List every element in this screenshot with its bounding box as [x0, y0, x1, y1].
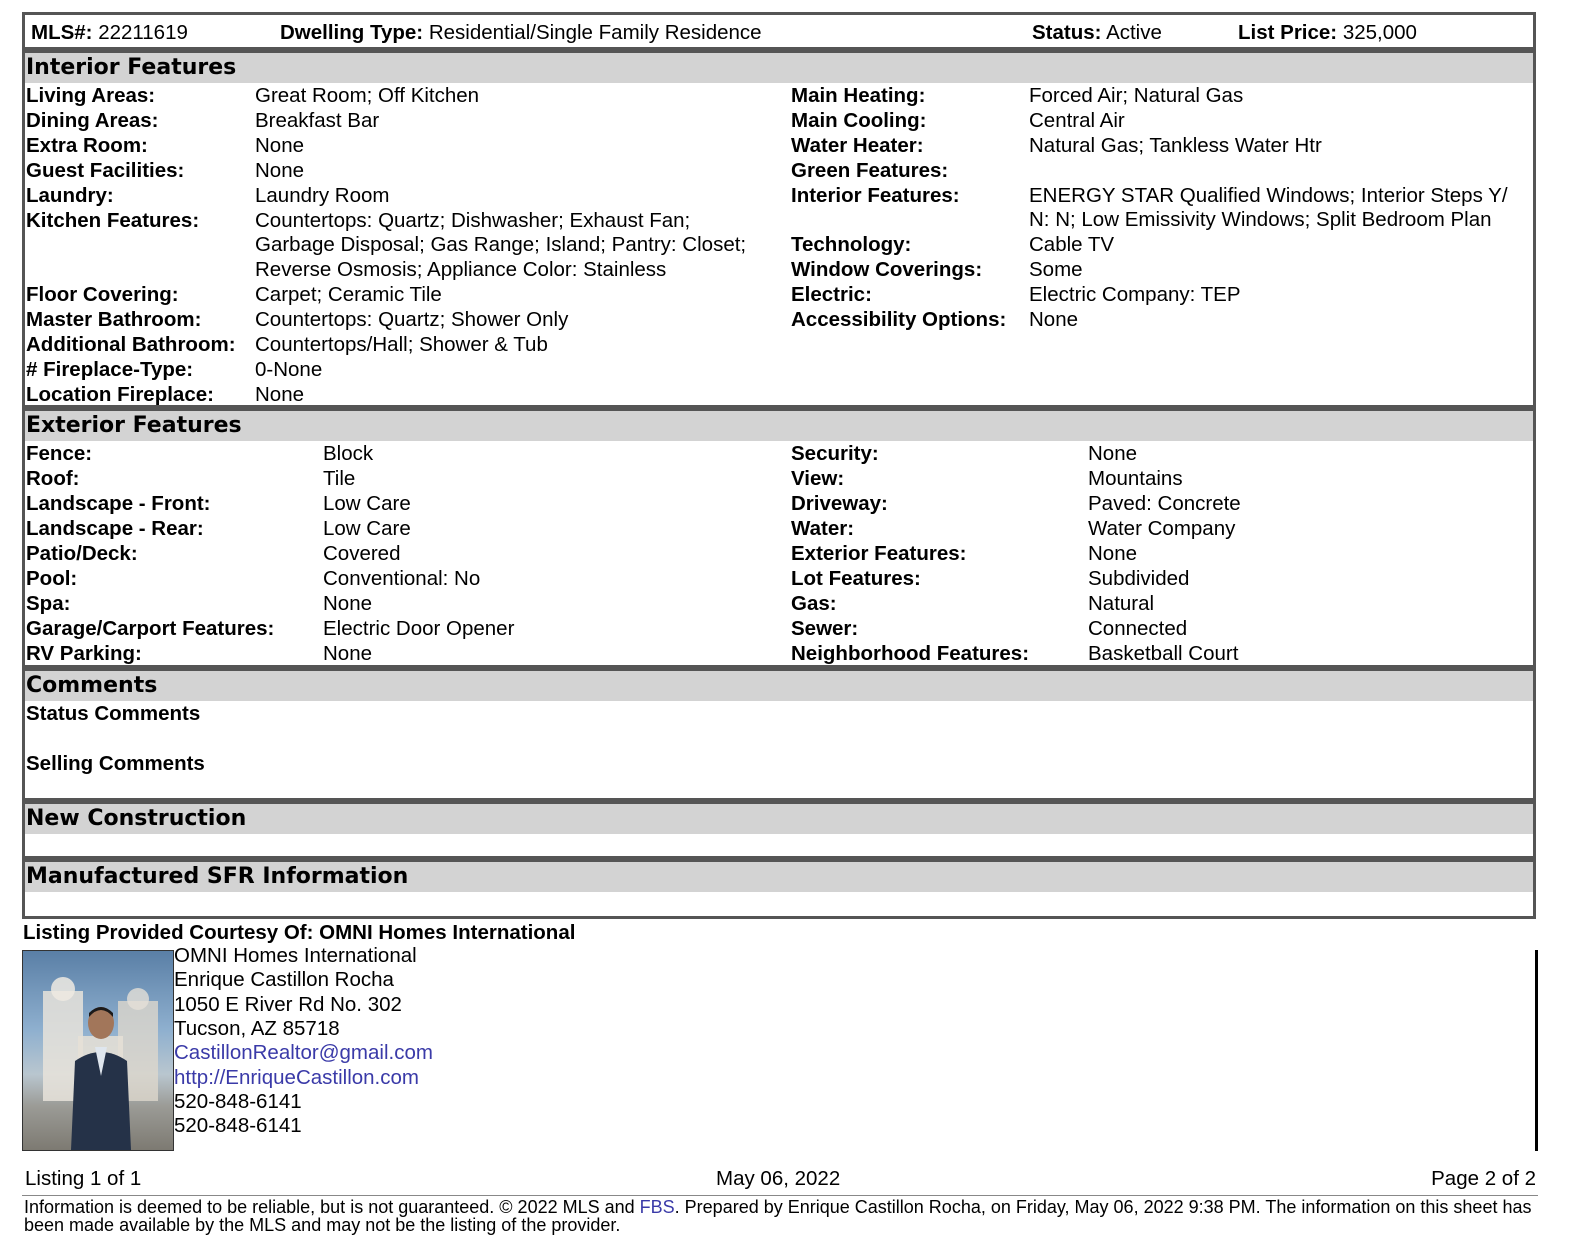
field-value-location-fireplace: None [255, 382, 305, 406]
field-value-guest-facilities: None [255, 158, 305, 182]
new-construction-section [22, 801, 1536, 859]
interior-features-section [22, 50, 1536, 408]
exterior-features-section [22, 408, 1536, 668]
field-label-water: Water: [791, 517, 855, 540]
field-value-master-bathroom: Countertops: Quartz; Shower Only [255, 308, 569, 332]
field-label-lot-features: Lot Features: [791, 567, 921, 590]
section-title: Interior Features [25, 53, 1533, 83]
field-label-laundry: Laundry: [26, 183, 114, 207]
agent-phone: 520-848-6141 [174, 1114, 302, 1138]
field-label-gas: Gas: [791, 592, 837, 615]
field-value-extra-room: None [255, 133, 305, 157]
field-value-interior-features: ENERGY STAR Qualified Windows; Interior Steps Y/ [1029, 183, 1508, 207]
field-label-pool: Pool: [26, 567, 78, 590]
field-label-exterior-features: Exterior Features: [791, 542, 967, 565]
field-label-rv-parking: RV Parking: [26, 642, 142, 665]
field-label-living-areas: Living Areas: [26, 84, 156, 107]
field-value-interior-features: N: N; Low Emissivity Windows; Split Bedroom Plan [1029, 208, 1492, 232]
field-label-floor-covering: Floor Covering: [26, 283, 179, 307]
agent-photo-icon [23, 951, 173, 1150]
fbs-link[interactable]: FBS [639, 1197, 675, 1217]
listing-header [22, 12, 1536, 50]
field-value-pool: Conventional: No [323, 567, 481, 590]
footer-divider [22, 1195, 1538, 1196]
field-value-view: Mountains [1088, 467, 1183, 490]
footer-date: May 06, 2022 [716, 1167, 841, 1190]
field-value-kitchen-features: Garbage Disposal; Gas Range; Island; Pantry: Closet; [255, 233, 747, 256]
field-label-master-bathroom: Master Bathroom: [26, 308, 202, 332]
field-label-driveway: Driveway: [791, 492, 888, 515]
field-label-window-coverings: Window Coverings: [791, 258, 983, 282]
right-edge-bar [1535, 950, 1538, 1151]
field-value-landscape-front: Low Care [323, 492, 411, 515]
field-label-garage-carport-features: Garage/Carport Features: [26, 617, 275, 640]
field-label-spa: Spa: [26, 592, 71, 615]
page-number: Page 2 of 2 [1431, 1167, 1536, 1190]
field-label-electric: Electric: [791, 283, 872, 307]
section-title: Comments [25, 671, 1533, 701]
field-label-patio-deck: Patio/Deck: [26, 542, 138, 565]
field-value-window-coverings: Some [1029, 258, 1083, 282]
field-value-garage-carport-features: Electric Door Opener [323, 617, 515, 640]
agent-info-line: 1050 E River Rd No. 302 [174, 992, 402, 1016]
dwelling-type: Dwelling Type: Residential/Single Family Residence [280, 21, 762, 44]
agent-info-line: OMNI Homes International [174, 944, 417, 967]
agent-website-link[interactable]: http://EnriqueCastillon.com [174, 1065, 419, 1089]
section-title: Manufactured SFR Information [25, 862, 1533, 892]
field-value-kitchen-features: Countertops: Quartz; Dishwasher; Exhaust Fan; [255, 208, 691, 232]
disclaimer [24, 1198, 1536, 1234]
courtesy-heading: Listing Provided Courtesy Of: OMNI Homes International [23, 921, 576, 944]
field-label-interior-features: Interior Features: [791, 183, 960, 207]
field-value-security: None [1088, 442, 1138, 465]
field-label-landscape-rear: Landscape - Rear: [26, 517, 204, 540]
field-value-lot-features: Subdivided [1088, 567, 1190, 590]
field-label-landscape-front: Landscape - Front: [26, 492, 211, 515]
comments-section [22, 668, 1536, 801]
field-label-technology: Technology: [791, 233, 912, 257]
field-label-fence: Fence: [26, 442, 93, 465]
selling-comments-label: Selling Comments [26, 752, 205, 775]
field-value-landscape-rear: Low Care [323, 517, 411, 540]
field-value-main-heating: Forced Air; Natural Gas [1029, 84, 1244, 107]
field-value-roof: Tile [323, 467, 356, 490]
field-value-main-cooling: Central Air [1029, 108, 1125, 132]
field-label-green-features: Green Features: [791, 158, 949, 182]
field-value-accessibility-options: None [1029, 308, 1079, 332]
field-label-sewer: Sewer: [791, 617, 859, 640]
mls-number: MLS#: 22211619 [31, 21, 188, 44]
agent-phone: 520-848-6141 [174, 1089, 302, 1113]
field-value-fireplace-type: 0-None [255, 357, 323, 381]
field-label-roof: Roof: [26, 467, 80, 490]
field-value-spa: None [323, 592, 373, 615]
field-label-location-fireplace: Location Fireplace: [26, 382, 214, 406]
field-value-water: Water Company [1088, 517, 1236, 540]
section-title: Exterior Features [25, 411, 1533, 441]
agent-photo [22, 950, 174, 1151]
field-label-fireplace-type: # Fireplace-Type: [26, 357, 194, 381]
field-value-fence: Block [323, 442, 374, 465]
field-value-neighborhood-features: Basketball Court [1088, 642, 1239, 665]
field-label-security: Security: [791, 442, 879, 465]
field-label-guest-facilities: Guest Facilities: [26, 158, 185, 182]
field-label-extra-room: Extra Room: [26, 133, 148, 157]
field-label-view: View: [791, 467, 845, 490]
field-label-dining-areas: Dining Areas: [26, 108, 159, 132]
disclaimer-text-end: . Prepared by Enrique Castillon Rocha, on Friday, May 06, 2022 9:38 PM. The information on this sheet has been made available by the MLS and may not be the listing of the provider. [24, 1197, 1532, 1235]
disclaimer-text: Information is deemed to be reliable, but is not guaranteed. © 2022 MLS and [24, 1197, 640, 1217]
field-value-driveway: Paved: Concrete [1088, 492, 1241, 515]
field-label-neighborhood-features: Neighborhood Features: [791, 642, 1030, 665]
agent-info-line: Tucson, AZ 85718 [174, 1016, 340, 1040]
agent-email-link[interactable]: CastillonRealtor@gmail.com [174, 1041, 433, 1065]
field-label-main-cooling: Main Cooling: [791, 108, 927, 132]
field-value-rv-parking: None [323, 642, 373, 665]
field-label-additional-bathroom: Additional Bathroom: [26, 333, 236, 356]
listing-status: Status: Active [1032, 21, 1162, 44]
status-comments-label: Status Comments [26, 702, 201, 725]
section-title: New Construction [25, 804, 1533, 834]
list-price: List Price: 325,000 [1238, 21, 1417, 44]
field-label-water-heater: Water Heater: [791, 133, 924, 157]
field-label-accessibility-options: Accessibility Options: [791, 308, 1007, 332]
field-label-kitchen-features: Kitchen Features: [26, 208, 200, 232]
agent-info-line: Enrique Castillon Rocha [174, 968, 394, 992]
field-value-additional-bathroom: Countertops/Hall; Shower & Tub [255, 333, 548, 356]
field-value-dining-areas: Breakfast Bar [255, 108, 380, 132]
field-value-electric: Electric Company: TEP [1029, 283, 1241, 307]
field-value-living-areas: Great Room; Off Kitchen [255, 84, 480, 107]
field-value-exterior-features: None [1088, 542, 1138, 565]
field-value-water-heater: Natural Gas; Tankless Water Htr [1029, 133, 1322, 157]
field-label-main-heating: Main Heating: [791, 84, 926, 107]
field-value-patio-deck: Covered [323, 542, 401, 565]
field-value-sewer: Connected [1088, 617, 1188, 640]
listing-count: Listing 1 of 1 [25, 1167, 142, 1190]
field-value-floor-covering: Carpet; Ceramic Tile [255, 283, 442, 307]
field-value-gas: Natural [1088, 592, 1155, 615]
field-value-technology: Cable TV [1029, 233, 1115, 257]
manufactured-sfr-section [22, 859, 1536, 919]
field-value-laundry: Laundry Room [255, 183, 390, 207]
field-value-kitchen-features: Reverse Osmosis; Appliance Color: Stainless [255, 257, 667, 281]
